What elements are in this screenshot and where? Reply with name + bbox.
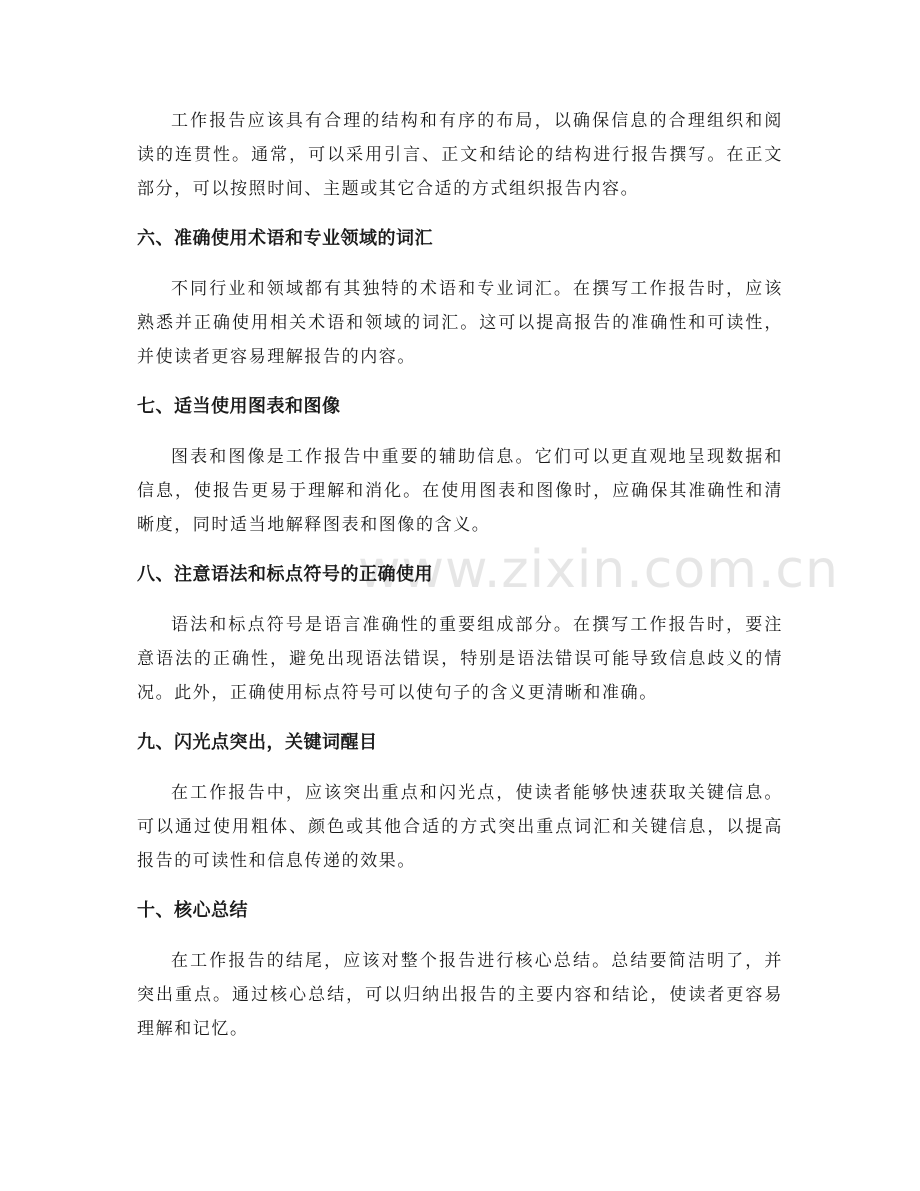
document-body [137,104,783,1046]
section-heading-8: 八、注意语法和标点符号的正确使用 [137,564,433,585]
section-heading-9: 九、闪光点突出，关键词醒目 [137,732,378,753]
intro-paragraph: 工作报告应该具有合理的结构和有序的布局，以确保信息的合理组织和阅读的连贯性。通常，可以采用引言、正文和结论的结构进行报告撰写。在正文部分，可以按照时间、主题或其它合适的方式组织报告内容。 [137,111,783,199]
section-heading-6: 六、准确使用术语和专业领域的词汇 [137,228,433,249]
section-body-8: 语法和标点符号是语言准确性的重要组成部分。在撰写工作报告时，要注意语法的正确性，避免出现语法错误，特别是语法错误可能导致信息歧义的情况。此外，正确使用标点符号可以使句子的含义更清晰和准确。 [137,615,783,703]
section-body-6: 不同行业和领域都有其独特的术语和专业词汇。在撰写工作报告时，应该熟悉并正确使用相关术语和领域的词汇。这可以提高报告的准确性和可读性，并使读者更容易理解报告的内容。 [137,279,783,367]
watermark: www.zixin.com.cn [358,540,839,600]
section-heading-7: 七、适当使用图表和图像 [137,396,341,417]
section-body-7: 图表和图像是工作报告中重要的辅助信息。它们可以更直观地呈现数据和信息，使报告更易于理解和消化。在使用图表和图像时，应确保其准确性和清晰度，同时适当地解释图表和图像的含义。 [137,447,783,535]
section-body-9: 在工作报告中，应该突出重点和闪光点，使读者能够快速获取关键信息。可以通过使用粗体、颜色或其他合适的方式突出重点词汇和关键信息，以提高报告的可读性和信息传递的效果。 [137,783,783,871]
section-heading-10: 十、核心总结 [137,900,248,921]
section-body-10: 在工作报告的结尾，应该对整个报告进行核心总结。总结要简洁明了，并突出重点。通过核心总结，可以归纳出报告的主要内容和结论，使读者更容易理解和记忆。 [137,951,783,1039]
